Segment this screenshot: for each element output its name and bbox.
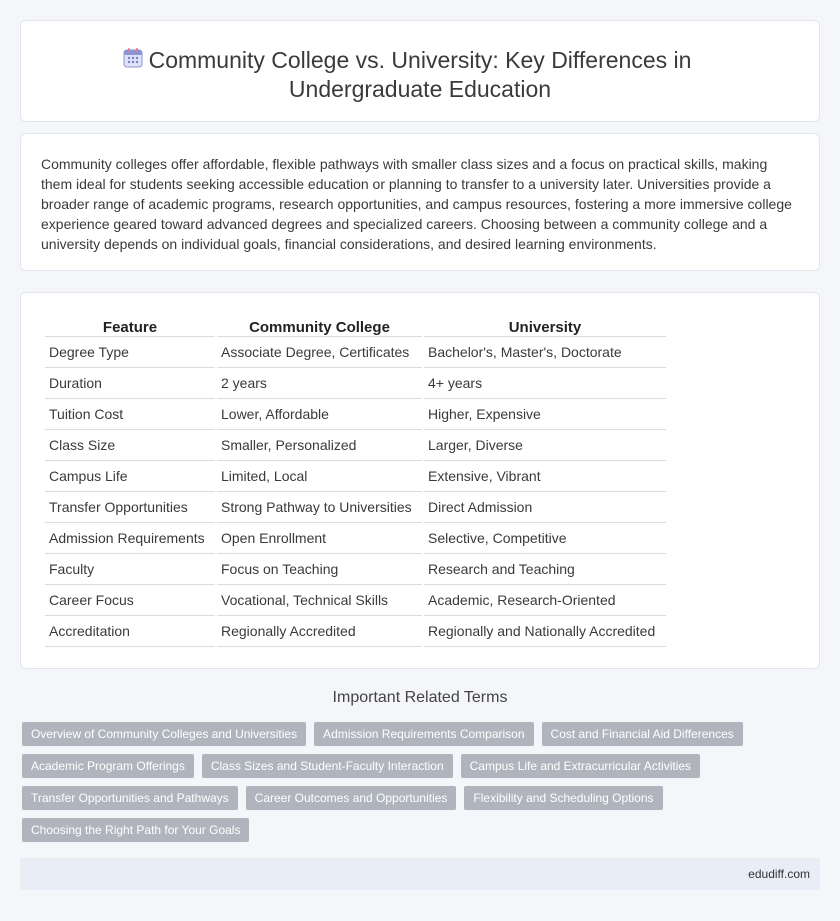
header-community-college: Community College bbox=[217, 314, 422, 337]
related-terms-list bbox=[22, 722, 802, 842]
header-university: University bbox=[424, 314, 666, 337]
title-card bbox=[20, 20, 820, 122]
cell-community-college: Strong Pathway to Universities bbox=[217, 492, 422, 523]
cell-feature: Class Size bbox=[45, 430, 215, 461]
cell-community-college: 2 years bbox=[217, 368, 422, 399]
cell-feature: Duration bbox=[45, 368, 215, 399]
table-row bbox=[45, 461, 666, 492]
related-term-tag[interactable]: Class Sizes and Student-Faculty Interaction bbox=[202, 754, 453, 778]
cell-university: Extensive, Vibrant bbox=[424, 461, 666, 492]
cell-university: Bachelor's, Master's, Doctorate bbox=[424, 337, 666, 368]
cell-university: Larger, Diverse bbox=[424, 430, 666, 461]
cell-feature: Admission Requirements bbox=[45, 523, 215, 554]
related-term-tag[interactable]: Transfer Opportunities and Pathways bbox=[22, 786, 238, 810]
related-term-tag[interactable]: Campus Life and Extracurricular Activities bbox=[461, 754, 700, 778]
cell-university: Research and Teaching bbox=[424, 554, 666, 585]
cell-feature: Transfer Opportunities bbox=[45, 492, 215, 523]
cell-community-college: Open Enrollment bbox=[217, 523, 422, 554]
related-term-tag[interactable]: Cost and Financial Aid Differences bbox=[542, 722, 743, 746]
table-row bbox=[45, 616, 666, 647]
cell-community-college: Lower, Affordable bbox=[217, 399, 422, 430]
cell-university: Direct Admission bbox=[424, 492, 666, 523]
table-row bbox=[45, 585, 666, 616]
header-feature: Feature bbox=[45, 314, 215, 337]
cell-university: Selective, Competitive bbox=[424, 523, 666, 554]
cell-community-college: Focus on Teaching bbox=[217, 554, 422, 585]
related-term-tag[interactable]: Admission Requirements Comparison bbox=[314, 722, 533, 746]
table-row bbox=[45, 368, 666, 399]
page-title: Community College vs. University: Key Differences in Undergraduate Education bbox=[148, 47, 692, 102]
intro-card bbox=[20, 133, 820, 271]
table-row bbox=[45, 430, 666, 461]
table-row bbox=[45, 337, 666, 368]
related-term-tag[interactable]: Academic Program Offerings bbox=[22, 754, 194, 778]
related-term-tag[interactable]: Overview of Community Colleges and Universities bbox=[22, 722, 306, 746]
cell-feature: Accreditation bbox=[45, 616, 215, 647]
related-term-tag[interactable]: Flexibility and Scheduling Options bbox=[464, 786, 662, 810]
table-header-row bbox=[45, 314, 666, 337]
related-term-tag[interactable]: Career Outcomes and Opportunities bbox=[246, 786, 457, 810]
table-row bbox=[45, 399, 666, 430]
cell-community-college: Regionally Accredited bbox=[217, 616, 422, 647]
cell-feature: Degree Type bbox=[45, 337, 215, 368]
table-row bbox=[45, 554, 666, 585]
comparison-table-card bbox=[20, 292, 820, 669]
table-row bbox=[45, 523, 666, 554]
related-term-tag[interactable]: Choosing the Right Path for Your Goals bbox=[22, 818, 249, 842]
footer bbox=[20, 858, 820, 890]
cell-feature: Tuition Cost bbox=[45, 399, 215, 430]
table-row bbox=[45, 492, 666, 523]
related-terms-heading: Important Related Terms bbox=[332, 689, 508, 706]
cell-community-college: Associate Degree, Certificates bbox=[217, 337, 422, 368]
intro-paragraph: Community colleges offer affordable, flexible pathways with smaller class sizes and a focus on practical skills, making them ideal for students seeking accessible education or planning to transfer to a university later. Universities provide a broader range of academic programs, research opportunities, and campus resources, fostering a more immersive college experience geared toward advanced degrees and specialized careers. Choosing between a community college and a university depends on individual goals, financial considerations, and desired learning environments. bbox=[41, 156, 792, 252]
cell-feature: Career Focus bbox=[45, 585, 215, 616]
cell-community-college: Smaller, Personalized bbox=[217, 430, 422, 461]
footer-site[interactable]: edudiff.com bbox=[748, 867, 810, 881]
cell-university: Academic, Research-Oriented bbox=[424, 585, 666, 616]
cell-community-college: Limited, Local bbox=[217, 461, 422, 492]
cell-university: Regionally and Nationally Accredited bbox=[424, 616, 666, 647]
cell-university: 4+ years bbox=[424, 368, 666, 399]
cell-feature: Campus Life bbox=[45, 461, 215, 492]
comparison-table bbox=[43, 314, 668, 647]
cell-feature: Faculty bbox=[45, 554, 215, 585]
cell-university: Higher, Expensive bbox=[424, 399, 666, 430]
cell-community-college: Vocational, Technical Skills bbox=[217, 585, 422, 616]
